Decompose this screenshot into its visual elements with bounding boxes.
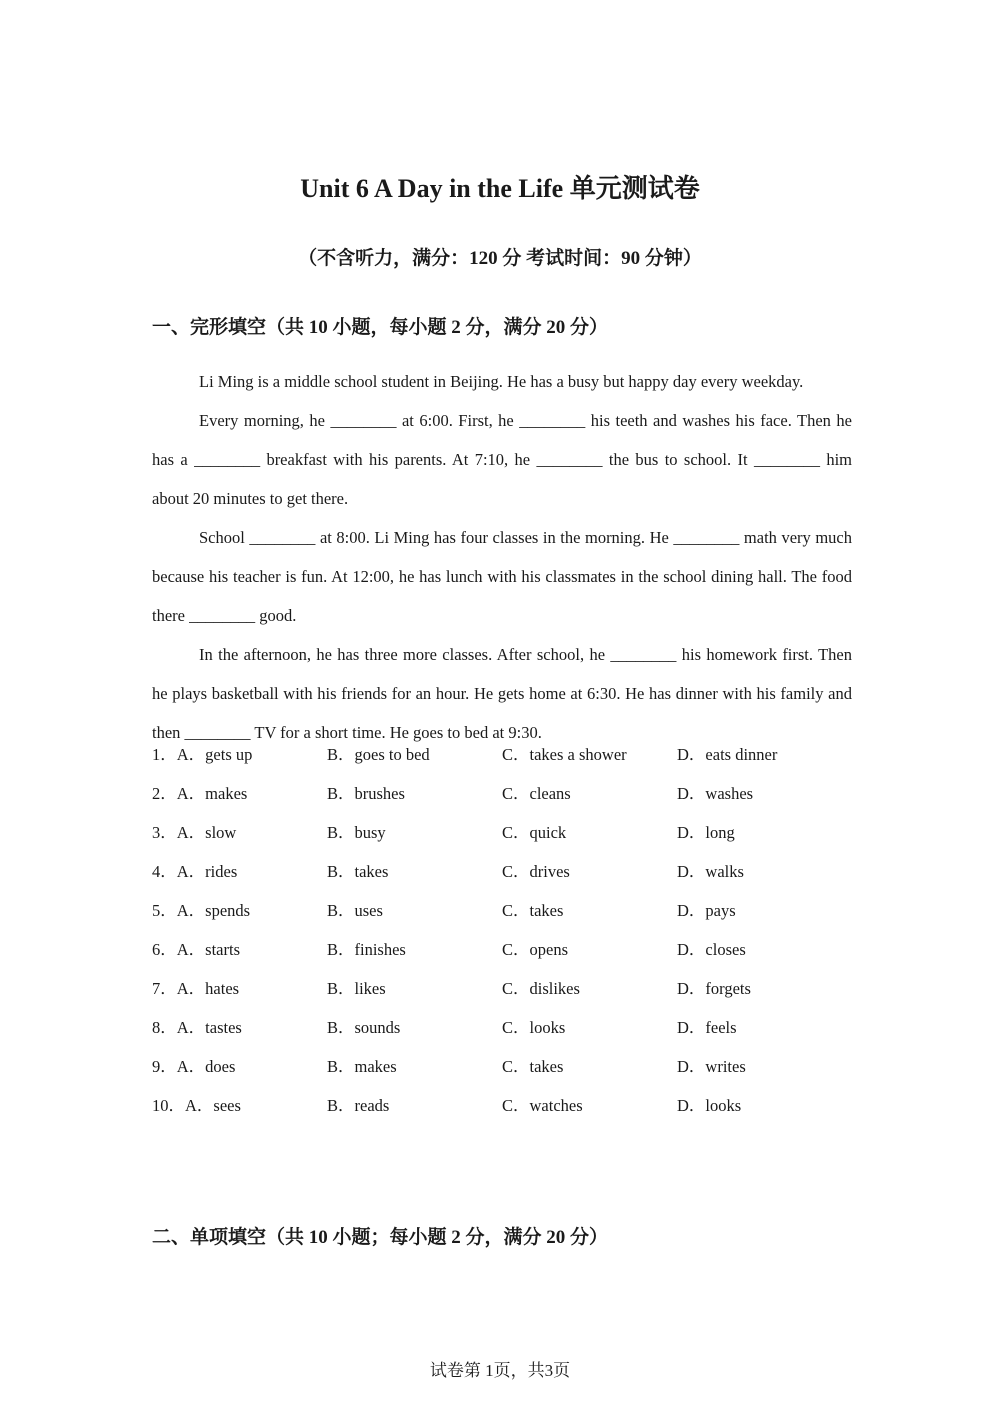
option-d: D．washes <box>677 784 754 803</box>
option-a: 7．A．hates <box>152 979 240 998</box>
option-c: C．opens <box>502 940 568 959</box>
option-b: B．finishes <box>327 940 406 959</box>
option-b: B．busy <box>327 823 386 842</box>
option-a: 9．A．does <box>152 1057 236 1076</box>
passage-paragraph: School ________ at 8:00. Li Ming has four classes in the morning. He ________ math very much because his teacher is fun. At 12:00, he has lunch with his classmates in the school dining hall. The food there ________ good. <box>152 528 852 625</box>
option-a: 4．A．rides <box>152 862 238 881</box>
option-a: 6．A．starts <box>152 940 240 959</box>
question-row <box>152 897 852 936</box>
option-b: B．takes <box>327 862 389 881</box>
option-d: D．forgets <box>677 979 751 998</box>
option-b: B．makes <box>327 1057 397 1076</box>
section-heading-single-choice: 二、单项填空（共 10 小题；每小题 2 分，满分 20 分） <box>152 1227 609 1248</box>
page-title: Unit 6 A Day in the Life 单元测试卷 <box>300 174 700 203</box>
question-row <box>152 1053 852 1092</box>
option-a: 10．A．sees <box>152 1096 241 1115</box>
option-b: B．goes to bed <box>327 745 430 764</box>
question-row <box>152 819 852 858</box>
option-a: 3．A．slow <box>152 823 237 842</box>
passage-paragraph: Every morning, he ________ at 6:00. First, he ________ his teeth and washes his face. Then he has a ________ breakfast with his parents. At 7:10, he ________ the bus to school. It ________ him about 20 minutes to get there. <box>152 411 852 508</box>
option-b: B．likes <box>327 979 386 998</box>
option-b: B．sounds <box>327 1018 401 1037</box>
exam-info: （不含听力，满分：120 分 考试时间：90 分钟） <box>298 248 702 269</box>
option-d: D．walks <box>677 862 744 881</box>
option-d: D．pays <box>677 901 736 920</box>
question-row <box>152 1014 852 1053</box>
option-d: D．writes <box>677 1057 746 1076</box>
page-footer: 试卷第 1页，共3页 <box>429 1361 571 1380</box>
option-c: C．dislikes <box>502 979 580 998</box>
option-d: D．feels <box>677 1018 737 1037</box>
option-d: D．long <box>677 823 735 842</box>
option-c: C．watches <box>502 1096 583 1115</box>
cloze-options <box>152 741 852 1131</box>
option-b: B．reads <box>327 1096 390 1115</box>
option-d: D．looks <box>677 1096 742 1115</box>
option-c: C．quick <box>502 823 567 842</box>
option-c: C．takes <box>502 901 564 920</box>
option-a: 2．A．makes <box>152 784 248 803</box>
question-row <box>152 1092 852 1131</box>
passage-paragraph: Li Ming is a middle school student in Beijing. He has a busy but happy day every weekday. <box>199 372 804 391</box>
cloze-passage <box>152 362 852 752</box>
option-a: 1．A．gets up <box>152 745 253 764</box>
option-a: 5．A．spends <box>152 901 251 920</box>
question-row <box>152 780 852 819</box>
passage-paragraph: In the afternoon, he has three more classes. After school, he ________ his homework first. Then he plays basketball with his friends for an hour. He gets home at 6:30. He has dinner with his family and then ________ TV for a short time. He goes to bed at 9:30. <box>152 645 852 742</box>
question-row <box>152 936 852 975</box>
option-c: C．takes a shower <box>502 745 627 764</box>
option-c: C．looks <box>502 1018 566 1037</box>
option-c: C．cleans <box>502 784 571 803</box>
question-row <box>152 741 852 780</box>
question-row <box>152 975 852 1014</box>
option-a: 8．A．tastes <box>152 1018 242 1037</box>
option-d: D．closes <box>677 940 746 959</box>
option-c: C．drives <box>502 862 570 881</box>
option-c: C．takes <box>502 1057 564 1076</box>
section-heading-cloze: 一、完形填空（共 10 小题，每小题 2 分，满分 20 分） <box>152 317 609 338</box>
option-b: B．brushes <box>327 784 405 803</box>
option-d: D．eats dinner <box>677 745 778 764</box>
question-row <box>152 858 852 897</box>
option-b: B．uses <box>327 901 383 920</box>
